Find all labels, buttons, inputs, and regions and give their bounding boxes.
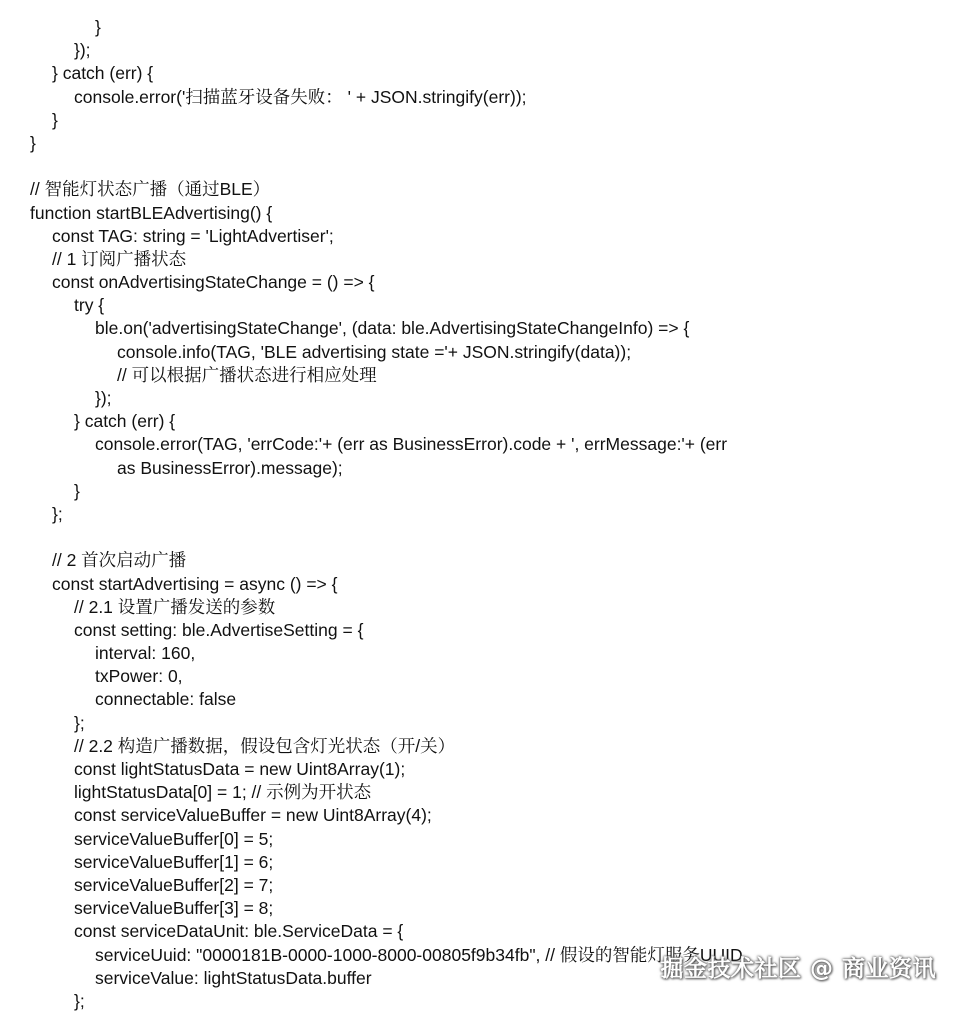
code-line: // 可以根据广播状态进行相应处理 — [117, 364, 377, 385]
code-line: ble.on('advertisingStateChange', (data: ble.AdvertisingStateChangeInfo) => { — [95, 318, 690, 339]
watermark: 掘金技术社区 @ 商业资讯 — [660, 956, 936, 982]
code-line: }; — [74, 712, 85, 733]
code-line: interval: 160, — [95, 643, 196, 664]
code-line: }; — [74, 990, 85, 1011]
code-line-blank — [0, 155, 960, 178]
code-line: console.info(TAG, 'BLE advertising state ='+ JSON.stringify(data)); — [117, 341, 632, 362]
code-line: serviceValueBuffer[1] = 6; — [74, 851, 274, 872]
code-line: // 2.1 设置广播发送的参数 — [74, 596, 276, 617]
code-line: // 智能灯状态广播（通过BLE） — [30, 179, 271, 200]
code-line: const startAdvertising = async () => { — [52, 573, 338, 594]
code-line: serviceValueBuffer[3] = 8; — [74, 898, 274, 919]
code-line: serviceValueBuffer[0] = 5; — [74, 828, 274, 849]
code-line: try { — [74, 295, 105, 316]
code-line: serviceValue: lightStatusData.buffer — [95, 967, 372, 988]
code-line: }); — [74, 40, 91, 61]
code-line: connectable: false — [95, 689, 237, 710]
code-line: } catch (err) { — [74, 411, 176, 432]
code-line: // 1 订阅广播状态 — [52, 248, 187, 269]
code-line: console.error(TAG, 'errCode:'+ (err as BusinessError).code + ', errMessage:'+ (err — [95, 434, 728, 455]
code-line: } — [74, 480, 80, 501]
code-line: const serviceValueBuffer = new Uint8Array(4); — [74, 805, 432, 826]
code-line: }); — [95, 388, 112, 408]
code-line: const TAG: string = 'LightAdvertiser'; — [52, 225, 334, 246]
code-line: } — [95, 17, 101, 37]
code-line: as BusinessError).message); — [117, 457, 343, 478]
code-line: txPower: 0, — [95, 666, 183, 687]
code-line: const serviceDataUnit: ble.ServiceData = { — [74, 921, 404, 942]
code-line: } catch (err) { — [52, 63, 154, 84]
code-line: serviceValueBuffer[2] = 7; — [74, 874, 274, 895]
code-line: function startBLEAdvertising() { — [30, 202, 273, 223]
code-line: const setting: ble.AdvertiseSetting = { — [74, 619, 364, 640]
code-line: } — [52, 109, 58, 130]
code-line: } — [30, 132, 36, 153]
code-line-blank — [0, 526, 960, 549]
code-line: }; — [52, 503, 63, 524]
code-line: // 2 首次启动广播 — [52, 550, 187, 571]
code-line: // 2.2 构造广播数据，假设包含灯光状态（开/关） — [74, 735, 456, 756]
code-line: lightStatusData[0] = 1; // 示例为开状态 — [74, 782, 372, 803]
code-line: console.error('扫描蓝牙设备失败： ' + JSON.stringify(err)); — [74, 86, 527, 107]
code-line: serviceUuid: "0000181B-0000-1000-8000-00805f9b34fb", // 假设的智能灯服务UUID — [95, 944, 743, 965]
code-line: const lightStatusData = new Uint8Array(1); — [74, 759, 406, 779]
code-line: const onAdvertisingStateChange = () => { — [52, 272, 375, 293]
code-block — [0, 16, 960, 1013]
